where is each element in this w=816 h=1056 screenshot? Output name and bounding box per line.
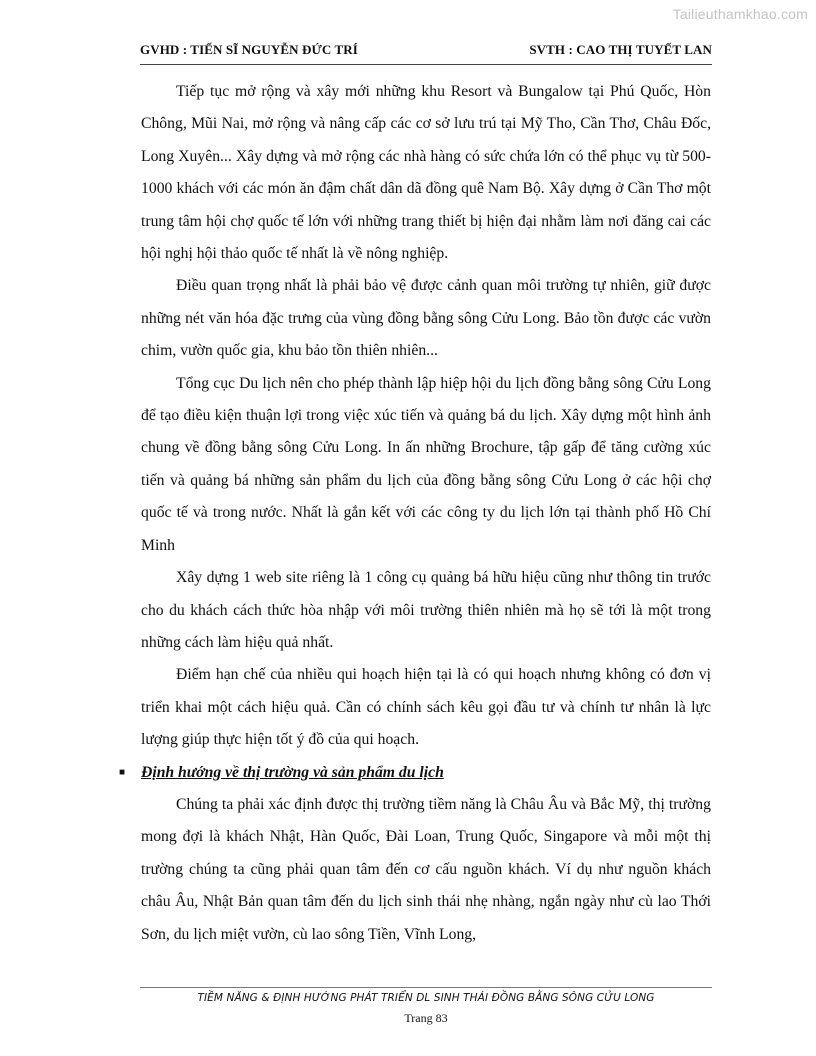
- header-advisor: GVHD : TIẾN SĨ NGUYỄN ĐỨC TRÍ: [140, 42, 358, 57]
- paragraph: Tổng cục Du lịch nên cho phép thành lập hiệp hội du lịch đồng bằng sông Cửu Long để tạo điều kiện thuận lợi trong việc xúc tiến và quảng bá du lịch. Xây dựng một hình ảnh chung về đồng bằng sông Cửu Long. In ấn những Brochure, tập gấp để tăng cường xúc tiến và quảng bá những sản phẩm du lịch của đồng bằng sông Cửu Long ở các hội chợ quốc tế và trong nước. Nhất là gắn kết với các công ty du lịch lớn tại thành phố Hồ Chí Minh: [141, 374, 711, 554]
- page-header: [140, 42, 712, 58]
- footer-title: TIỀM NĂNG & ĐỊNH HƯỚNG PHÁT TRIỂN DL SINH THÁI ĐỒNG BẰNG SÔNG CỬU LONG: [197, 992, 655, 1004]
- document-body: [119, 76, 711, 951]
- page-number: Trang 83: [404, 1011, 448, 1025]
- paragraph: Tiếp tục mở rộng và xây mới những khu Resort và Bungalow tại Phú Quốc, Hòn Chông, Mũi Nai, mở rộng và nâng cấp các cơ sở lưu trú tại Mỹ Tho, Cần Thơ, Châu Đốc, Long Xuyên... Xây dựng và mở rộng các nhà hàng có sức chứa lớn có thể phục vụ từ 500-1000 khách với các món ăn đậm chất dân dã đồng quê Nam Bộ. Xây dựng ở Cần Thơ một trung tâm hội chợ quốc tế lớn với những trang thiết bị hiện đại nhằm làm nơi đăng cai các hội nghị hội thảo quốc tế nhất là về nông nghiệp.: [141, 83, 711, 263]
- square-bullet-icon: ■: [119, 766, 126, 778]
- section-heading: [119, 757, 711, 789]
- paragraph: Điểm hạn chế của nhiều qui hoạch hiện tại là có qui hoạch nhưng không có đơn vị triển khai một cách hiệu quả. Cần có chính sách kêu gọi đầu tư và chính tư nhân là lực lượng giúp thực hiện tốt ý đồ của qui hoạch.: [141, 666, 711, 749]
- paragraph: Xây dựng 1 web site riêng là 1 công cụ quảng bá hữu hiệu cũng như thông tin trước cho du khách cách thức hòa nhập với môi trường thiên nhiên mà họ sẽ tới là một trong những cách làm hiệu quả nhất.: [141, 569, 711, 651]
- section-heading-text: Định hướng về thị trường và sản phẩm du lịch: [141, 763, 444, 781]
- paragraph: Điều quan trọng nhất là phải bảo vệ được cảnh quan môi trường tự nhiên, giữ được những nét văn hóa đặc trưng của vùng đồng bằng sông Cửu Long. Bảo tồn được các vườn chim, vườn quốc gia, khu bảo tồn thiên nhiên...: [141, 277, 711, 360]
- paragraph: Chúng ta phải xác định được thị trường tiềm năng là Châu Âu và Bắc Mỹ, thị trường mong đợi là khách Nhật, Hàn Quốc, Đài Loan, Trung Quốc, Singapore và mỗi một thị trường chúng ta cũng phải quan tâm đến cơ cấu nguồn khách. Ví dụ như nguồn khách châu Âu, Nhật Bản quan tâm đến du lịch sinh thái nhẹ nhàng, ngắn ngày như cù lao Thới Sơn, du lịch miệt vườn, cù lao sông Tiền, Vĩnh Long,: [141, 795, 711, 943]
- footer-divider: [140, 987, 712, 988]
- header-student: SVTH : CAO THỊ TUYẾT LAN: [529, 42, 712, 57]
- watermark: Tailieuthamkhao.com: [672, 6, 808, 22]
- header-divider: [140, 64, 712, 65]
